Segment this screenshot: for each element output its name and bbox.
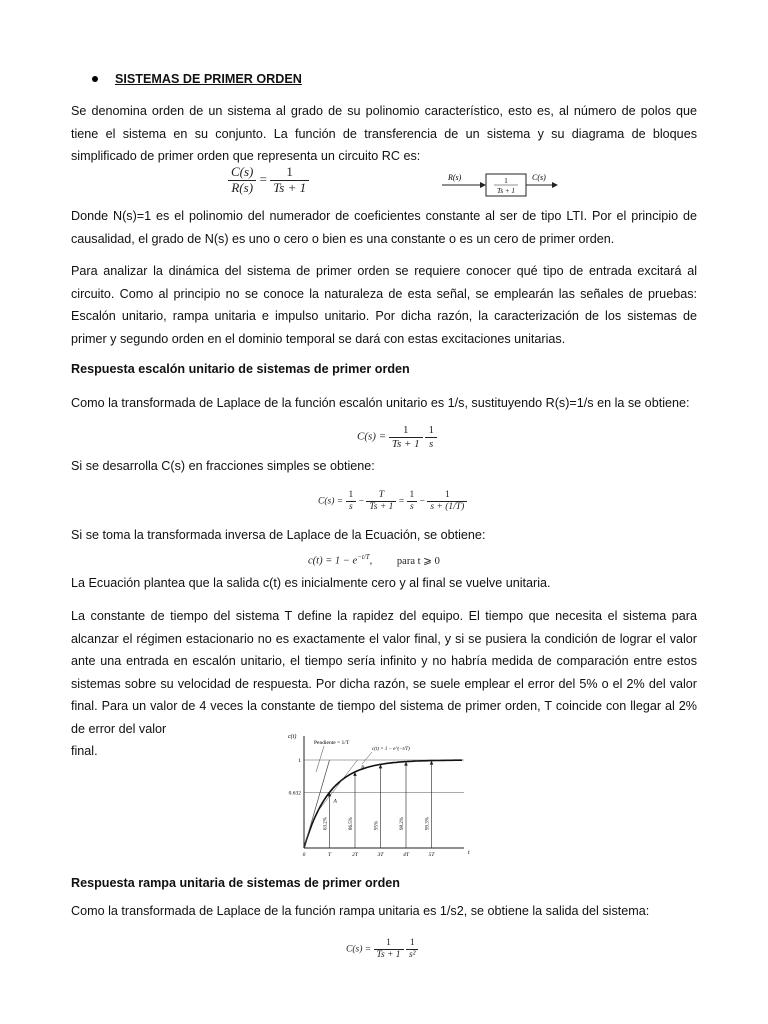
block-numerator: 1	[504, 177, 508, 185]
y-tick-label: 0.632	[288, 790, 301, 797]
time-response-equation: $c(t) = 1 - e^{-t/T}$, para t ⩾ 0	[308, 553, 440, 567]
block-diagram	[440, 168, 560, 202]
point-a-label: A	[333, 798, 337, 805]
percent-label: 99.3%	[425, 817, 431, 830]
response-curve	[304, 760, 462, 848]
x-tick-label: 0	[302, 852, 306, 858]
curve-annotation: c(t) = 1 − e^(−t/T)	[372, 747, 410, 752]
x-tick-label: 4T	[403, 852, 409, 858]
transfer-function-equation: $\frac{C(s)}{R(s)}$ = $\frac{1}{Ts + 1}$	[228, 165, 309, 196]
subheading-ramp: Respuesta rampa unitaria de sistemas de primer orden	[71, 876, 400, 890]
percent-label: 63.2%	[323, 817, 329, 830]
percent-label: 86.5%	[349, 817, 354, 830]
percent-label: 98.2%	[400, 817, 405, 830]
paragraph-intro: Se denomina orden de un sistema al grado de su polinomio característico, esto es, al número de polos que tiene el sistema en su conjunto. La función de transferencia de un sistema y su diagrama de bloques simplificado de primer orden que representa un circuito RC es:	[71, 104, 697, 163]
section-heading: SISTEMAS DE PRIMER ORDEN	[115, 72, 302, 86]
tangent-line-b	[318, 760, 358, 811]
block-denominator: Ts + 1	[497, 187, 515, 195]
paragraph-laplace-step: Como la transformada de Laplace de la función escalón unitario es 1/s, sustituyendo R(s)=1/s en la se obtiene:	[71, 396, 690, 410]
x-tick-label: 3T	[377, 852, 384, 858]
step-response-equation: C(s) = $\frac{1}{Ts + 1}$ $\frac{1}{s}$	[357, 424, 437, 450]
x-tick-label: T	[327, 852, 332, 858]
paragraph-time-constant: La constante de tiempo del sistema T define la rapidez del equipo. El tiempo que necesita el sistema para alcanzar el régimen estacionario no es exactamente el valor final, y si se pusiera la condición de lograr el valor ante una entrada en escalón unitario, el tiempo sería infinito y no habría medida de comparación entre estos sistemas sobre su velocidad de respuesta. Por dicha razón, se suele emplear el error del 5% o el 2% del valor final. Para un valor de 4 veces la constante de tiempo del sistema de primer orden, T coincide con llegar al 2% de error del valor final.	[71, 609, 697, 758]
x-axis-label: t	[468, 850, 470, 856]
tangent-line	[304, 760, 330, 848]
point-b-label: B	[361, 764, 365, 771]
slope-annotation: Pendiente = 1/T	[314, 740, 350, 746]
curve-pointer	[362, 752, 372, 764]
y-axis-label: c(t)	[288, 734, 297, 740]
paragraph-inverse-laplace: Si se toma la transformada inversa de Laplace de la Ecuación, se obtiene:	[71, 528, 486, 542]
bullet-icon	[92, 76, 98, 82]
x-tick-label: 2T	[352, 852, 358, 858]
paragraph-dynamics: Para analizar la dinámica del sistema de primer orden se requiere conocer qué tipo de entrada excitará al circuito. Como al principio no se conoce la naturaleza de esta señal, se emplearán las señales de pruebas: Escalón unitario, rampa unitaria e impulso unitario. Por dicha razón, la caracterización de los sistemas de primer y segundo orden en el dominio temporal se dará con estas excitaciones unitarias.	[71, 264, 697, 346]
partial-fraction-equation: C(s) = $\frac{1}{s}$ − $\frac{T}{Ts + 1}$ = $\frac{1}{s}$ − $\frac{1}{s + (1/T)}$	[318, 490, 467, 513]
block-output-label: C(s)	[532, 173, 546, 182]
block-input-label: R(s)	[448, 173, 462, 182]
paragraph-output-behavior: La Ecuación plantea que la salida c(t) es inicialmente cero y al final se vuelve unitaria.	[71, 576, 551, 590]
paragraph-causality: Donde N(s)=1 es el polinomio del numerador de coeficientes constante al ser de tipo LTI. Por el principio de causalidad, el grado de N(s) es uno o cero o bien es una constante o es un cero de primer orden.	[71, 209, 697, 246]
step-response-chart	[280, 730, 480, 858]
y-tick-label: 1	[298, 758, 301, 764]
ramp-response-equation: C(s) = $\frac{1}{Ts + 1}$ $\frac{1}{\text{s²}}$	[346, 938, 418, 961]
section-title	[92, 72, 302, 86]
paragraph-laplace-ramp: Como la transformada de Laplace de la función rampa unitaria es 1/s2, se obtiene la salida del sistema:	[71, 904, 650, 918]
slope-pointer	[316, 746, 324, 772]
x-tick-label: 5T	[428, 852, 435, 858]
subheading-step: Respuesta escalón unitario de sistemas de primer orden	[71, 362, 410, 376]
percent-label: 95%	[374, 820, 380, 830]
paragraph-partial-fractions: Si se desarrolla C(s) en fracciones simples se obtiene:	[71, 459, 375, 473]
